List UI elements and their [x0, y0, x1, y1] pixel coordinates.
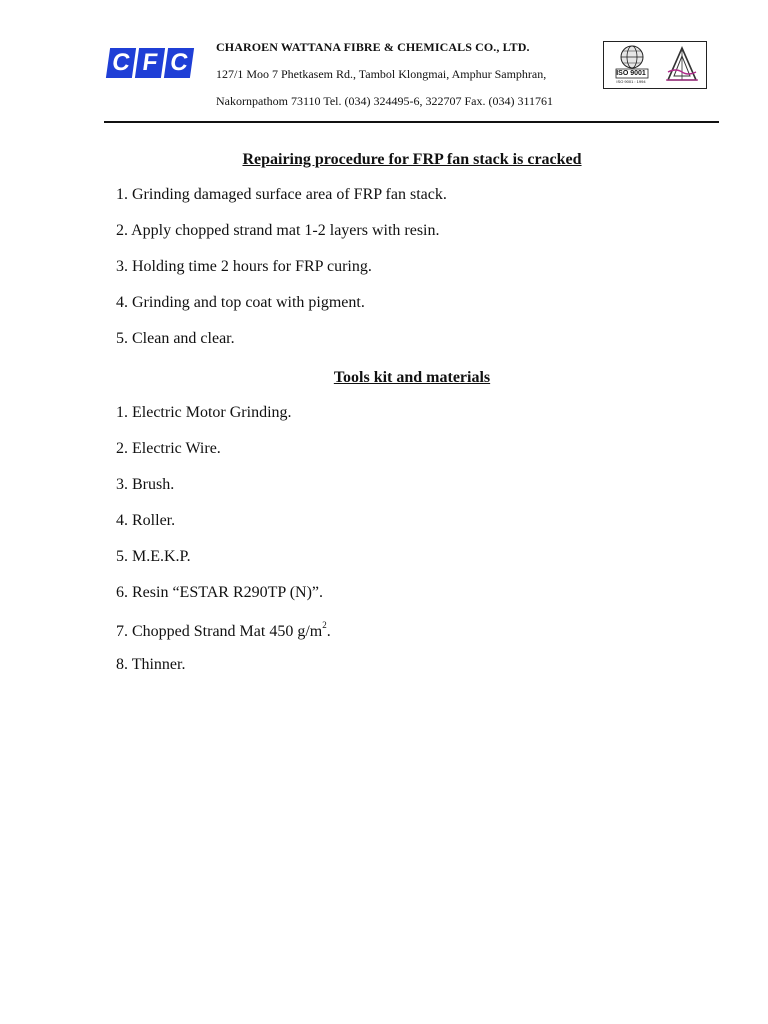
tools-item-3: 3. Brush.: [116, 476, 175, 493]
tools-item-7-text: 7. Chopped Strand Mat 450 g/m: [116, 623, 323, 640]
iso-label: ISO 9001: [616, 70, 646, 77]
tools-item-7: [116, 620, 331, 641]
tools-item-4: 4. Roller.: [116, 512, 176, 529]
procedure-step-3: 3. Holding time 2 hours for FRP curing.: [116, 258, 372, 275]
procedure-step-5: 5. Clean and clear.: [116, 330, 235, 347]
tools-item-7-superscript: 2: [322, 620, 327, 630]
procedure-step-4: 4. Grinding and top coat with pigment.: [116, 294, 365, 311]
certification-box: [603, 41, 707, 89]
logo-letter-c1: C: [106, 48, 136, 78]
header-divider: [104, 121, 719, 123]
logo-letter-c2: C: [164, 48, 194, 78]
tools-item-1: 1. Electric Motor Grinding.: [116, 404, 292, 421]
iso-sublabel: ISO 9001 : 1994: [616, 79, 646, 84]
tools-heading: Tools kit and materials: [333, 369, 491, 386]
logo-letter-f: F: [135, 48, 165, 78]
tools-item-5: 5. M.E.K.P.: [116, 548, 191, 565]
accreditation-emblem-icon: [662, 46, 702, 86]
tools-item-8: 8. Thinner.: [116, 656, 186, 673]
company-name: CHAROEN WATTANA FIBRE & CHEMICALS CO., LTD.: [216, 40, 530, 54]
tools-item-6: 6. Resin “ESTAR R290TP (N)”.: [116, 584, 323, 601]
company-logo: [108, 48, 192, 78]
procedure-heading: Repairing procedure for FRP fan stack is cracked: [242, 151, 582, 168]
procedure-step-1: 1. Grinding damaged surface area of FRP fan stack.: [116, 186, 447, 203]
tools-item-2: 2. Electric Wire.: [116, 440, 221, 457]
tools-item-7-suffix: .: [326, 623, 331, 640]
address-line-1: 127/1 Moo 7 Phetkasem Rd., Tambol Klongmai, Amphur Samphran,: [216, 67, 547, 81]
address-line-2: Nakornpathom 73110 Tel. (034) 324495-6, 322707 Fax. (034) 311761: [216, 94, 554, 108]
procedure-step-2: 2. Apply chopped strand mat 1-2 layers with resin.: [116, 222, 440, 239]
